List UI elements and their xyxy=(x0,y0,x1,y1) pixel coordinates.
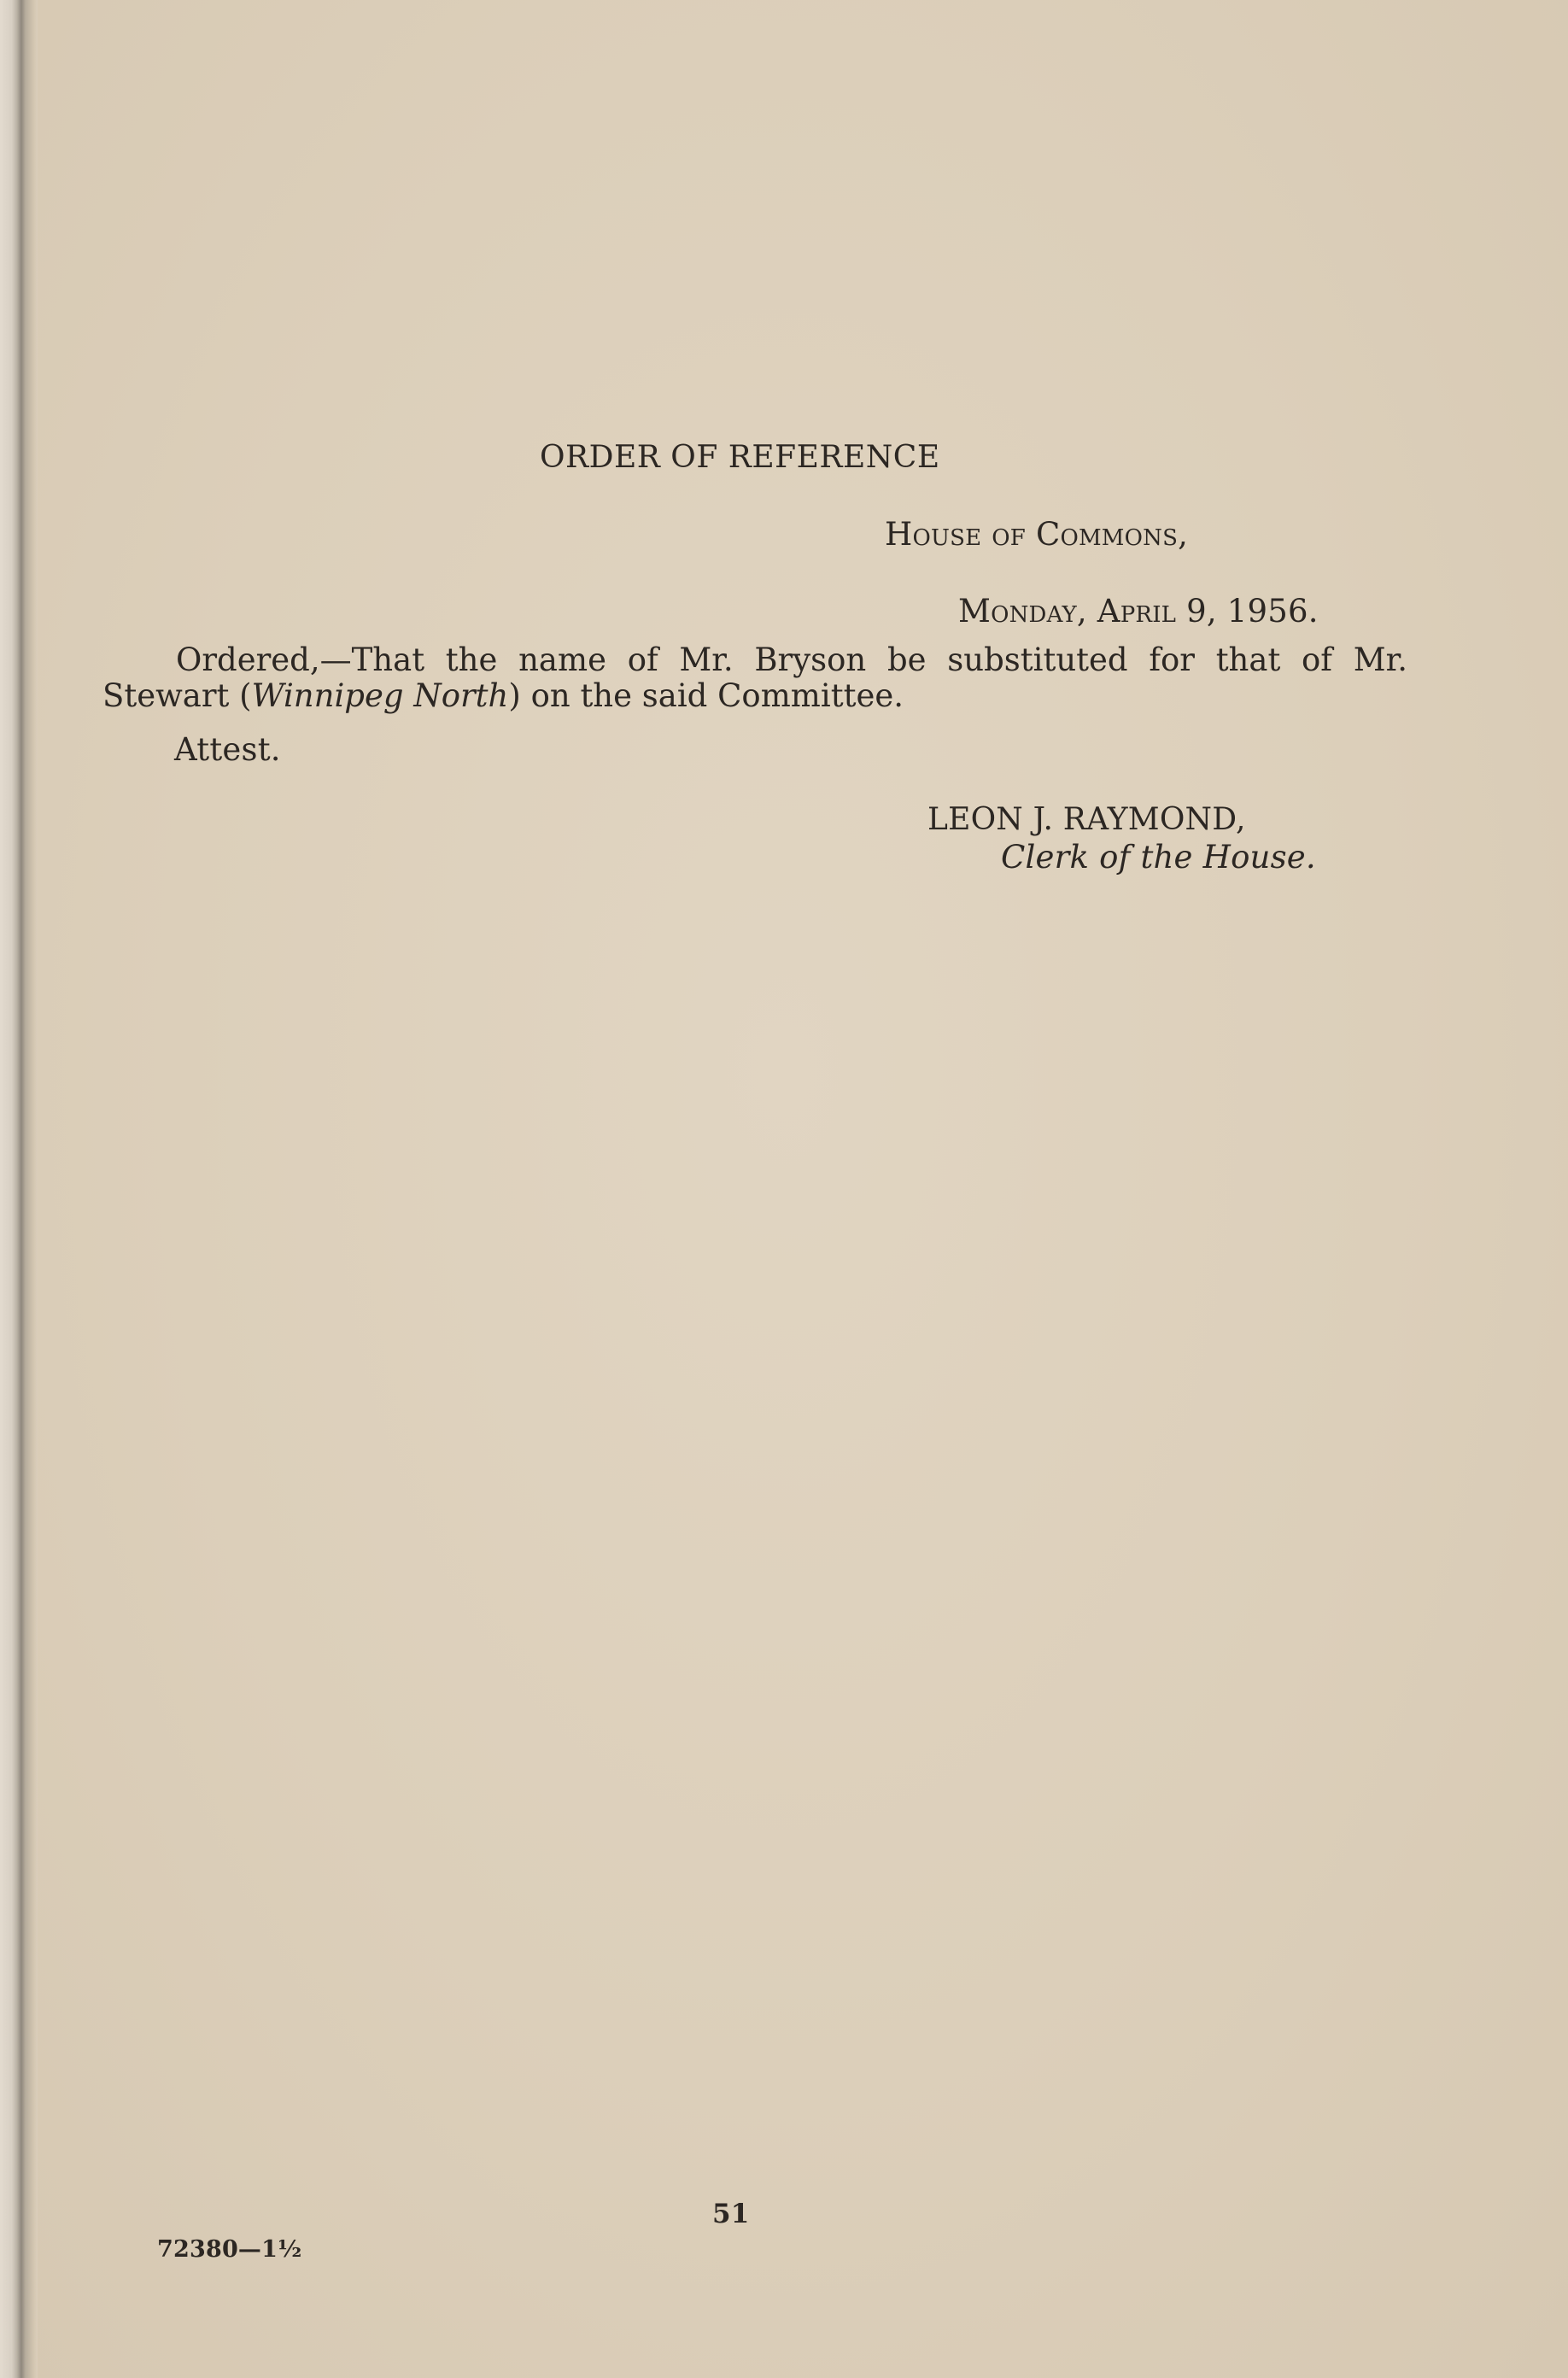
date-line xyxy=(958,593,1319,630)
date-text: Monday, April 9, 1956. xyxy=(958,593,1319,630)
signatory-name: LEON J. RAYMOND, xyxy=(927,802,1246,837)
attest-line: Attest. xyxy=(174,731,281,768)
order-text-lead: Ordered,—That the name of Mr. Bryson be substituted for that of Mr. Stewart ( xyxy=(102,641,1407,714)
print-code: 72380—1½ xyxy=(157,2236,302,2263)
house-of-commons-line: House of Commons, xyxy=(885,516,1189,553)
order-text-tail: ) on the said Committee. xyxy=(508,677,904,714)
riding-name: Winnipeg North xyxy=(251,677,509,714)
order-paragraph xyxy=(102,642,1407,714)
binding-edge xyxy=(0,0,38,2378)
order-title: ORDER OF REFERENCE xyxy=(540,440,940,475)
signatory-title: Clerk of the House. xyxy=(1001,839,1316,876)
page-number: 51 xyxy=(712,2199,750,2229)
